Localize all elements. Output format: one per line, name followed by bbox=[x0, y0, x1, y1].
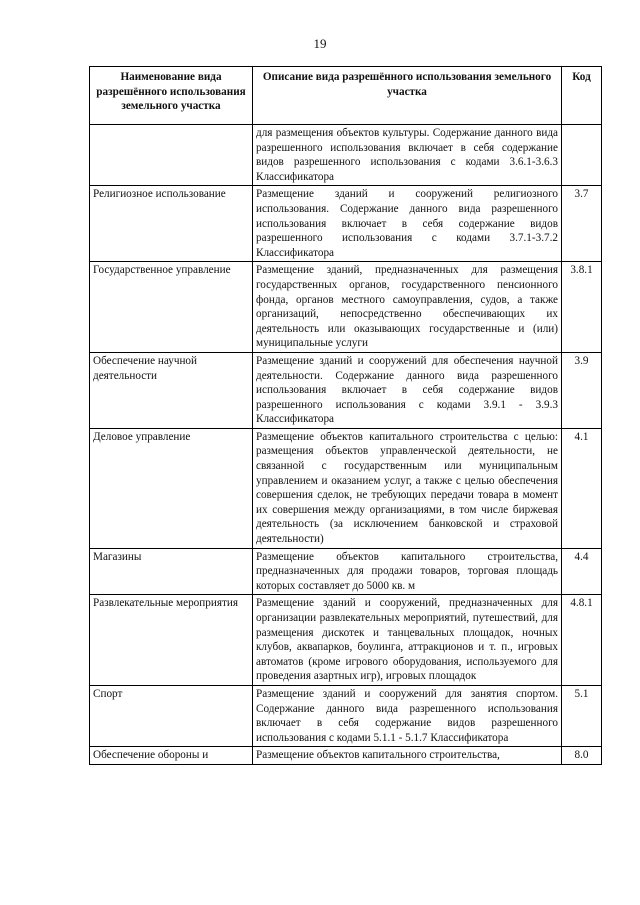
cell-code: 4.1 bbox=[562, 428, 602, 548]
cell-name: Обеспечение научной деятельности bbox=[90, 352, 253, 428]
table-row bbox=[90, 747, 602, 765]
cell-description: Размещение зданий, предназначенных для размещения государственных органов, государственного пенсионного фонда, органов местного самоуправления, судов, а также организаций, непосредственно обеспечивающих их деятельность или оказывающих государственные и (или) муниципальные услуги bbox=[253, 262, 562, 353]
table-row bbox=[90, 125, 602, 186]
cell-name: Развлекательные мероприятия bbox=[90, 595, 253, 686]
cell-description: Размещение объектов капитального строительства, bbox=[253, 747, 562, 765]
cell-name: Деловое управление bbox=[90, 428, 253, 548]
table-row bbox=[90, 428, 602, 548]
cell-name: Религиозное использование bbox=[90, 186, 253, 262]
cell-description: Размещение зданий и сооружений для занятия спортом. Содержание данного вида разрешенного использования включает в себя содержание видов разрешенного использования с кодами 5.1.1 - 5.1.7 Классификатора bbox=[253, 685, 562, 746]
cell-code: 3.7 bbox=[562, 186, 602, 262]
cell-name: Спорт bbox=[90, 685, 253, 746]
table-row bbox=[90, 548, 602, 595]
table-row bbox=[90, 685, 602, 746]
land-use-table bbox=[89, 66, 602, 765]
cell-description: Размещение объектов капитального строительства с целью: размещения объектов управленческой деятельности, не связанной с государственным или муниципальным управлением и оказанием услуг, а также с целью обеспечения совершения сделок, не требующих передачи товара в момент их совершения между организациями, в том числе биржевая деятельность (за исключением банковской и страховой деятельности) bbox=[253, 428, 562, 548]
cell-code: 8.0 bbox=[562, 747, 602, 765]
header-description: Описание вида разрешённого использования земельного участка bbox=[253, 67, 562, 125]
cell-name: Государственное управление bbox=[90, 262, 253, 353]
page-number: 19 bbox=[313, 36, 327, 51]
cell-description: Размещение зданий и сооружений, предназначенных для организации развлекательных мероприятий, путешествий, для размещения дискотек и танцевальных площадок, ночных клубов, аквапарков, боулинга, аттракционов и т. п., игровых автоматов (кроме игрового оборудования, используемого для проведения азартных игр), игровых площадок bbox=[253, 595, 562, 686]
cell-code: 3.8.1 bbox=[562, 262, 602, 353]
header-code: Код bbox=[562, 67, 602, 125]
table-row bbox=[90, 186, 602, 262]
table-body bbox=[90, 125, 602, 765]
cell-code: 4.4 bbox=[562, 548, 602, 595]
table-row bbox=[90, 595, 602, 686]
table-row bbox=[90, 262, 602, 353]
cell-name: Обеспечение обороны и bbox=[90, 747, 253, 765]
header-name: Наименование вида разрешённого использования земельного участка bbox=[90, 67, 253, 125]
cell-description: Размещение объектов капитального строительства, предназначенных для продажи товаров, торговая площадь которых составляет до 5000 кв. м bbox=[253, 548, 562, 595]
cell-code: 4.8.1 bbox=[562, 595, 602, 686]
cell-description: для размещения объектов культуры. Содержание данного вида разрешенного использования включает в себя содержание видов разрешенного использования с кодами 3.6.1-3.6.3 Классификатора bbox=[253, 125, 562, 186]
table-row bbox=[90, 352, 602, 428]
cell-code: 3.9 bbox=[562, 352, 602, 428]
cell-name bbox=[90, 125, 253, 186]
cell-description: Размещение зданий и сооружений религиозного использования. Содержание данного вида разрешенного использования включает в себя содержание видов разрешенного использования с кодами 3.7.1-3.7.2 Классификатора bbox=[253, 186, 562, 262]
cell-code bbox=[562, 125, 602, 186]
cell-name: Магазины bbox=[90, 548, 253, 595]
table-header-row bbox=[90, 67, 602, 125]
cell-code: 5.1 bbox=[562, 685, 602, 746]
cell-description: Размещение зданий и сооружений для обеспечения научной деятельности. Содержание данного вида разрешенного использования включает в себя содержание видов разрешенного использования с кодами 3.9.1 - 3.9.3 Классификатора bbox=[253, 352, 562, 428]
